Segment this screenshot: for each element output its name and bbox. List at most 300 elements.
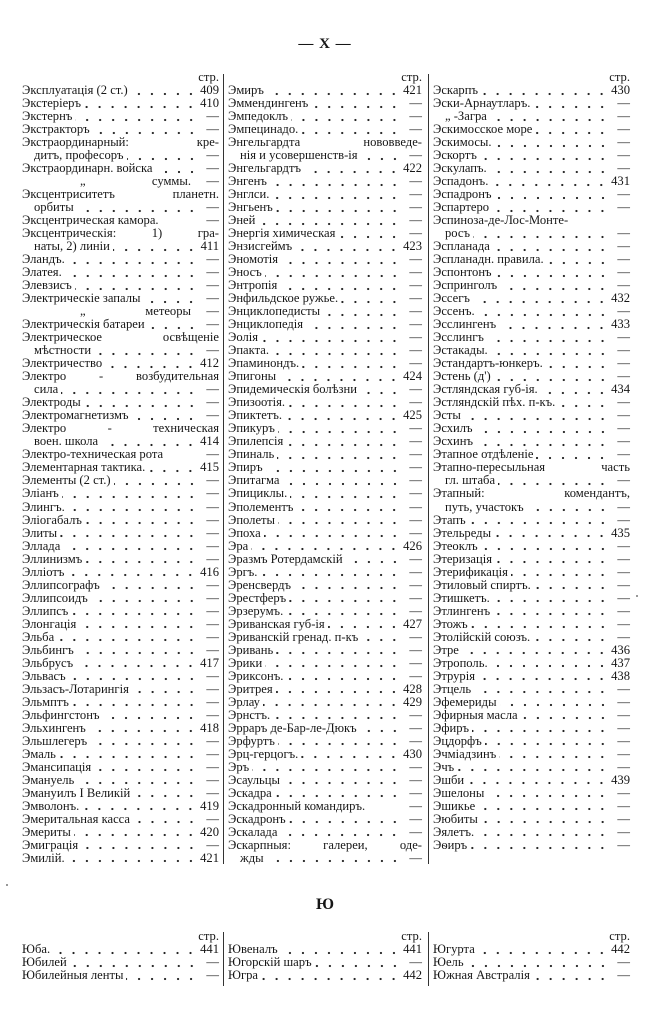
dot-leader	[476, 443, 609, 447]
entry-term: Энциклопедисты	[228, 304, 321, 319]
entry-page: —	[617, 278, 630, 293]
entry-page: —	[206, 785, 219, 800]
dot-leader	[495, 274, 609, 278]
index-entry	[22, 527, 219, 540]
dot-leader	[85, 521, 198, 525]
entry-term: Экстраординарный: кре-	[22, 135, 219, 150]
entry-term: Эскарпныя: галереи, оде-	[228, 837, 422, 852]
entry-page: —	[206, 733, 219, 748]
entry-page: 435	[611, 525, 630, 540]
index-entry	[228, 644, 422, 657]
dot-leader	[258, 222, 401, 226]
dot-leader	[500, 703, 609, 707]
column-divider	[428, 74, 429, 864]
entry-page: 418	[200, 720, 219, 735]
entry-page: 431	[611, 174, 630, 189]
dot-leader	[534, 586, 609, 590]
dot-leader	[470, 846, 609, 850]
dot-leader	[60, 534, 198, 538]
entry-page: —	[409, 577, 422, 592]
entry-term: мѣстности	[34, 343, 92, 358]
entry-term: Энергія химическая	[228, 226, 336, 241]
dot-leader	[511, 573, 609, 577]
entry-page: —	[206, 707, 219, 722]
dot-leader	[77, 781, 198, 785]
entry-term: Эльфингстонъ	[22, 707, 100, 722]
entry-term: Эскарпъ	[433, 83, 478, 97]
dot-leader	[457, 768, 609, 772]
dot-leader	[361, 638, 401, 642]
entry-term: Энгельгардтъ	[228, 161, 301, 176]
dot-leader	[68, 508, 198, 512]
entry-term: „	[80, 304, 86, 319]
dot-leader	[260, 573, 401, 577]
dot-leader	[71, 612, 198, 616]
entry-page: —	[617, 798, 630, 813]
entry-page: —	[617, 200, 630, 215]
dot-leader	[480, 157, 609, 161]
entry-page: —	[206, 499, 219, 514]
index-entry	[22, 722, 219, 735]
dot-leader	[102, 716, 198, 720]
entry-page: —	[617, 252, 630, 267]
entry-page: —	[617, 408, 630, 423]
entry-term: Этрурія	[433, 668, 475, 683]
dot-leader	[328, 625, 400, 629]
dot-leader	[272, 352, 401, 356]
dot-leader	[61, 391, 198, 395]
entry-page: —	[206, 968, 219, 983]
entry-page: —	[206, 161, 219, 176]
entry-term: Эпакта.	[228, 343, 269, 358]
dot-leader	[491, 183, 608, 187]
index-entry	[433, 631, 630, 644]
column-divider	[223, 932, 224, 986]
index-entry	[228, 553, 422, 566]
dot-leader	[261, 977, 400, 981]
dot-leader	[472, 729, 609, 733]
entry-term: Эстляндская губ-ія.	[433, 382, 538, 397]
entry-page: —	[617, 109, 630, 124]
entry-page: —	[617, 447, 630, 462]
dot-leader	[70, 964, 198, 968]
index-entry	[22, 592, 219, 605]
dot-leader	[295, 248, 400, 252]
entry-page: —	[617, 421, 630, 436]
entry-term: нія и усовершенств-ія	[240, 148, 358, 163]
entry-term: Эммендингенъ	[228, 96, 309, 111]
entry-term: Эпициклы.	[228, 486, 288, 501]
entry-page: 442	[403, 968, 422, 983]
entry-term: Эпигоны	[228, 369, 277, 384]
entry-term: дитъ, професоръ	[34, 148, 124, 163]
entry-page: —	[409, 109, 422, 124]
entry-term: Эспланадн. правила.	[433, 252, 544, 267]
entry-page: —	[409, 434, 422, 449]
entry-term: Эмилій.	[22, 850, 65, 865]
dot-leader	[283, 482, 401, 486]
dot-leader	[360, 391, 401, 395]
index-entry	[228, 657, 422, 670]
entry-page: —	[409, 655, 422, 670]
index-entry	[22, 826, 219, 839]
entry-term: Южная Австралія	[433, 968, 530, 983]
dot-leader	[278, 742, 401, 746]
dot-leader	[127, 157, 198, 161]
entry-term: Эллада	[22, 538, 61, 553]
index-column-2	[228, 70, 422, 865]
entry-term: Эръ	[228, 759, 250, 774]
dot-leader	[68, 261, 198, 265]
dot-leader	[278, 521, 401, 525]
entry-page: —	[206, 486, 219, 501]
index-entry	[228, 527, 422, 540]
entry-term: Эксцентрическія: 1) гра-	[22, 226, 219, 241]
entry-page: —	[409, 551, 422, 566]
entry-term: Эссегъ	[433, 291, 470, 306]
dot-leader	[156, 170, 199, 174]
entry-term: Экстраординарн. войска	[22, 161, 153, 176]
index-entry	[228, 696, 422, 709]
index-entry	[433, 683, 630, 696]
entry-term: Эфиръ	[433, 720, 470, 735]
entry-term: Эстень (д')	[433, 369, 491, 384]
entry-term: Эпиналь	[228, 447, 275, 462]
index-entry	[22, 709, 219, 722]
entry-page: —	[409, 226, 422, 241]
entry-page: 411	[200, 239, 219, 254]
dot-leader	[265, 274, 401, 278]
dot-leader	[113, 248, 198, 252]
dot-leader	[53, 951, 197, 955]
dot-leader	[473, 300, 608, 304]
dot-leader	[84, 404, 198, 408]
entry-term: Эмпецинадо.	[228, 122, 299, 137]
entry-page: 421	[200, 850, 219, 865]
index-entry	[433, 748, 630, 761]
entry-page: 430	[611, 83, 630, 97]
entry-term: Эра	[228, 538, 249, 553]
dot-leader	[281, 951, 400, 955]
entry-page: —	[206, 538, 219, 553]
entry-page: —	[617, 356, 630, 371]
entry-page: 441	[200, 942, 219, 956]
index-entry	[22, 566, 219, 579]
entry-page: —	[409, 382, 422, 397]
entry-page: —	[409, 421, 422, 436]
entry-page: —	[409, 265, 422, 280]
index-entry	[22, 553, 219, 566]
dot-leader	[533, 105, 609, 109]
index-entry	[433, 774, 630, 787]
entry-term: Этельреды	[433, 525, 492, 540]
entry-term: Этапное отдѣленіе	[433, 447, 534, 462]
index-entry	[22, 800, 219, 813]
index-entry	[433, 501, 630, 514]
entry-term: Эмволонъ.	[22, 798, 80, 813]
index-column-3	[433, 70, 630, 852]
dot-leader	[546, 365, 609, 369]
dot-leader	[492, 209, 609, 213]
entry-term: Эриванскій гренад. п-къ	[228, 629, 359, 644]
entry-term: Эялетъ.	[433, 824, 475, 839]
dot-leader	[481, 92, 608, 96]
index-entry	[228, 566, 422, 579]
entry-page: —	[617, 187, 630, 202]
entry-page: —	[409, 486, 422, 501]
entry-term: Электрическія батареи	[22, 317, 145, 332]
entry-term: Эмануилъ I Великій	[22, 785, 131, 800]
entry-page: —	[206, 642, 219, 657]
dot-leader	[277, 456, 401, 460]
entry-term: Эллипсъ	[22, 603, 69, 618]
index-entry	[228, 969, 422, 982]
entry-term: Эѳиръ	[433, 837, 468, 852]
entry-page: 434	[611, 382, 630, 397]
dot-leader	[57, 638, 198, 642]
entry-page: —	[617, 720, 630, 735]
dot-leader	[251, 547, 400, 551]
dot-leader	[276, 209, 401, 213]
dot-leader	[59, 755, 198, 759]
entry-term: Эльхингенъ	[22, 720, 86, 735]
entry-page: —	[206, 551, 219, 566]
entry-page: 426	[403, 538, 422, 553]
entry-term: воен. школа	[34, 434, 99, 449]
entry-term: Элементы (2 ст.)	[22, 473, 111, 488]
dot-leader	[103, 586, 198, 590]
entry-term: Эмануель	[22, 772, 75, 787]
dot-leader	[68, 859, 197, 863]
entry-page: —	[409, 642, 422, 657]
entry-page: —	[206, 811, 219, 826]
entry-term: Эліанъ	[22, 486, 59, 501]
dot-leader	[72, 703, 198, 707]
entry-term: Юба.	[22, 942, 51, 956]
index-entry	[228, 800, 422, 813]
entry-page: —	[206, 746, 219, 761]
entry-page: —	[617, 148, 630, 163]
entry-term: Этолійскій союзъ.	[433, 629, 531, 644]
entry-term: Этре	[433, 642, 459, 657]
dot-leader	[302, 365, 401, 369]
index-entry	[433, 657, 630, 670]
entry-page: 428	[403, 681, 422, 696]
index-entry	[228, 618, 422, 631]
dot-leader	[278, 430, 401, 434]
index-entry	[228, 501, 422, 514]
entry-term: Эксплуатація (2 ст.)	[22, 83, 128, 97]
entry-page: —	[206, 525, 219, 540]
entry-term: Югурта	[433, 942, 475, 956]
dot-leader	[494, 534, 608, 538]
entry-page: —	[206, 590, 219, 605]
entry-page: 427	[403, 616, 422, 631]
entry-page: —	[206, 616, 219, 631]
dot-leader	[469, 521, 609, 525]
dot-leader	[361, 157, 401, 161]
page-column-label: стр.	[401, 70, 422, 84]
entry-page: —	[409, 291, 422, 306]
entry-page: —	[409, 759, 422, 774]
index-entry	[22, 540, 219, 553]
dot-leader	[264, 534, 401, 538]
entry-term: Эскалада	[228, 824, 278, 839]
index-entry	[22, 657, 219, 670]
entry-page: —	[617, 629, 630, 644]
index-entry	[228, 826, 422, 839]
entry-term-continuation: суммы.	[151, 174, 191, 189]
entry-term-continuation: метеоры	[145, 304, 191, 319]
entry-page: —	[206, 629, 219, 644]
entry-term: Эстляндскій пѣх. п-къ.	[433, 395, 556, 410]
entry-term: Эскимосское море	[433, 122, 533, 137]
entry-page: —	[409, 304, 422, 319]
entry-page: —	[409, 473, 422, 488]
dot-leader	[467, 964, 609, 968]
page-column-label: стр.	[198, 70, 219, 84]
entry-term: Элингъ.	[22, 499, 65, 514]
dot-leader	[273, 716, 401, 720]
entry-term: Эпитагма	[228, 473, 280, 488]
column-divider	[428, 932, 429, 986]
entry-term: Ювеналъ	[228, 942, 278, 956]
entry-term: Эрзерумъ.	[228, 603, 284, 618]
dot-leader	[474, 690, 609, 694]
entry-page: —	[409, 96, 422, 111]
entry-page: 430	[403, 746, 422, 761]
entry-term: Этиловый спиртъ.	[433, 577, 531, 592]
entry-page: —	[409, 525, 422, 540]
entry-term: Этапъ	[433, 512, 466, 527]
entry-page: —	[617, 135, 630, 150]
dot-leader	[94, 768, 198, 772]
entry-page: —	[206, 759, 219, 774]
entry-term: Электроды	[22, 395, 81, 410]
entry-term: Эрнстъ.	[228, 707, 271, 722]
dot-leader	[101, 443, 197, 447]
entry-term: Эспиноза-де-Лос-Монте-	[433, 213, 569, 228]
entry-term: Эспланада	[433, 239, 490, 254]
entry-term: Эритрея	[228, 681, 273, 696]
entry-term: Элатея.	[22, 265, 62, 280]
index-entry	[433, 579, 630, 592]
entry-term: Эпидемическія болѣзни	[228, 382, 357, 397]
entry-page: —	[409, 629, 422, 644]
entry-page: —	[206, 837, 219, 852]
entry-term: Эстакады.	[433, 343, 488, 358]
dot-leader	[296, 508, 401, 512]
entry-page: 438	[611, 668, 630, 683]
dot-leader	[79, 625, 198, 629]
dot-leader	[462, 651, 608, 655]
entry-term: Эсаульцы	[228, 772, 280, 787]
dot-leader	[491, 352, 609, 356]
entry-page: —	[617, 551, 630, 566]
entry-page: —	[206, 109, 219, 124]
dot-leader	[487, 794, 609, 798]
entry-page: —	[409, 200, 422, 215]
entry-page: —	[409, 955, 422, 970]
entry-page: 429	[403, 694, 422, 709]
index-entry	[433, 761, 630, 774]
entry-page: —	[409, 174, 422, 189]
index-entry	[433, 709, 630, 722]
entry-term: Эрики	[228, 655, 263, 670]
index-entry	[228, 631, 422, 644]
dot-leader	[263, 703, 400, 707]
entry-page: 421	[403, 83, 422, 97]
entry-page: —	[617, 473, 630, 488]
index-entry	[433, 540, 630, 553]
entry-term: Энциклопедія	[228, 317, 304, 332]
index-entry	[228, 670, 422, 683]
entry-term: Эсслингъ	[433, 330, 484, 345]
entry-term: Эпикуръ	[228, 421, 275, 436]
index-entry	[22, 761, 219, 774]
section-column-2	[228, 929, 422, 982]
dot-leader	[74, 833, 197, 837]
index-entry	[22, 696, 219, 709]
entry-term: Эшелоны	[433, 785, 485, 800]
index-entry	[22, 735, 219, 748]
entry-term: Эпаминондъ.	[228, 356, 300, 371]
entry-term: Экстернъ	[22, 109, 73, 124]
entry-page: 420	[200, 824, 219, 839]
entry-page: —	[409, 824, 422, 839]
entry-term: Эльбрусъ	[22, 655, 74, 670]
entry-page: —	[409, 122, 422, 137]
entry-term: Эскортъ	[433, 148, 477, 163]
entry-term: Электромагнетизмъ	[22, 408, 129, 423]
dot-leader	[265, 664, 401, 668]
dot-leader	[346, 560, 401, 564]
dot-leader	[90, 742, 198, 746]
index-entry	[433, 396, 630, 409]
entry-term: Этеоклъ	[433, 538, 478, 553]
dot-leader	[143, 300, 198, 304]
entry-page: 439	[611, 772, 630, 787]
dot-leader	[62, 495, 198, 499]
entry-term: Эмпедоклъ	[228, 109, 289, 124]
entry-page: —	[409, 343, 422, 358]
entry-term: Элонгація	[22, 616, 77, 631]
entry-page: —	[617, 161, 630, 176]
entry-page: —	[617, 694, 630, 709]
page-column-label: стр.	[609, 70, 630, 84]
dot-leader	[478, 677, 608, 681]
entry-page: —	[206, 278, 219, 293]
index-entry	[228, 761, 422, 774]
dot-leader	[500, 287, 609, 291]
entry-term: Эксцентрическая камора.	[22, 213, 159, 228]
dot-leader	[495, 196, 610, 200]
entry-page: —	[206, 317, 219, 332]
entry-term: Эрфуртъ	[228, 733, 275, 748]
dot-leader	[473, 235, 609, 239]
dot-leader	[288, 404, 401, 408]
dot-leader	[114, 482, 198, 486]
entry-term: Эльмптъ	[22, 694, 69, 709]
index-entry	[22, 852, 219, 865]
entry-page: 442	[611, 942, 630, 956]
dot-leader	[478, 807, 609, 811]
entry-page: 415	[200, 460, 219, 475]
entry-page: —	[617, 122, 630, 137]
entry-term: Эшби	[433, 772, 465, 787]
dot-leader	[471, 625, 609, 629]
entry-term: Югорскій шаръ	[228, 955, 312, 970]
